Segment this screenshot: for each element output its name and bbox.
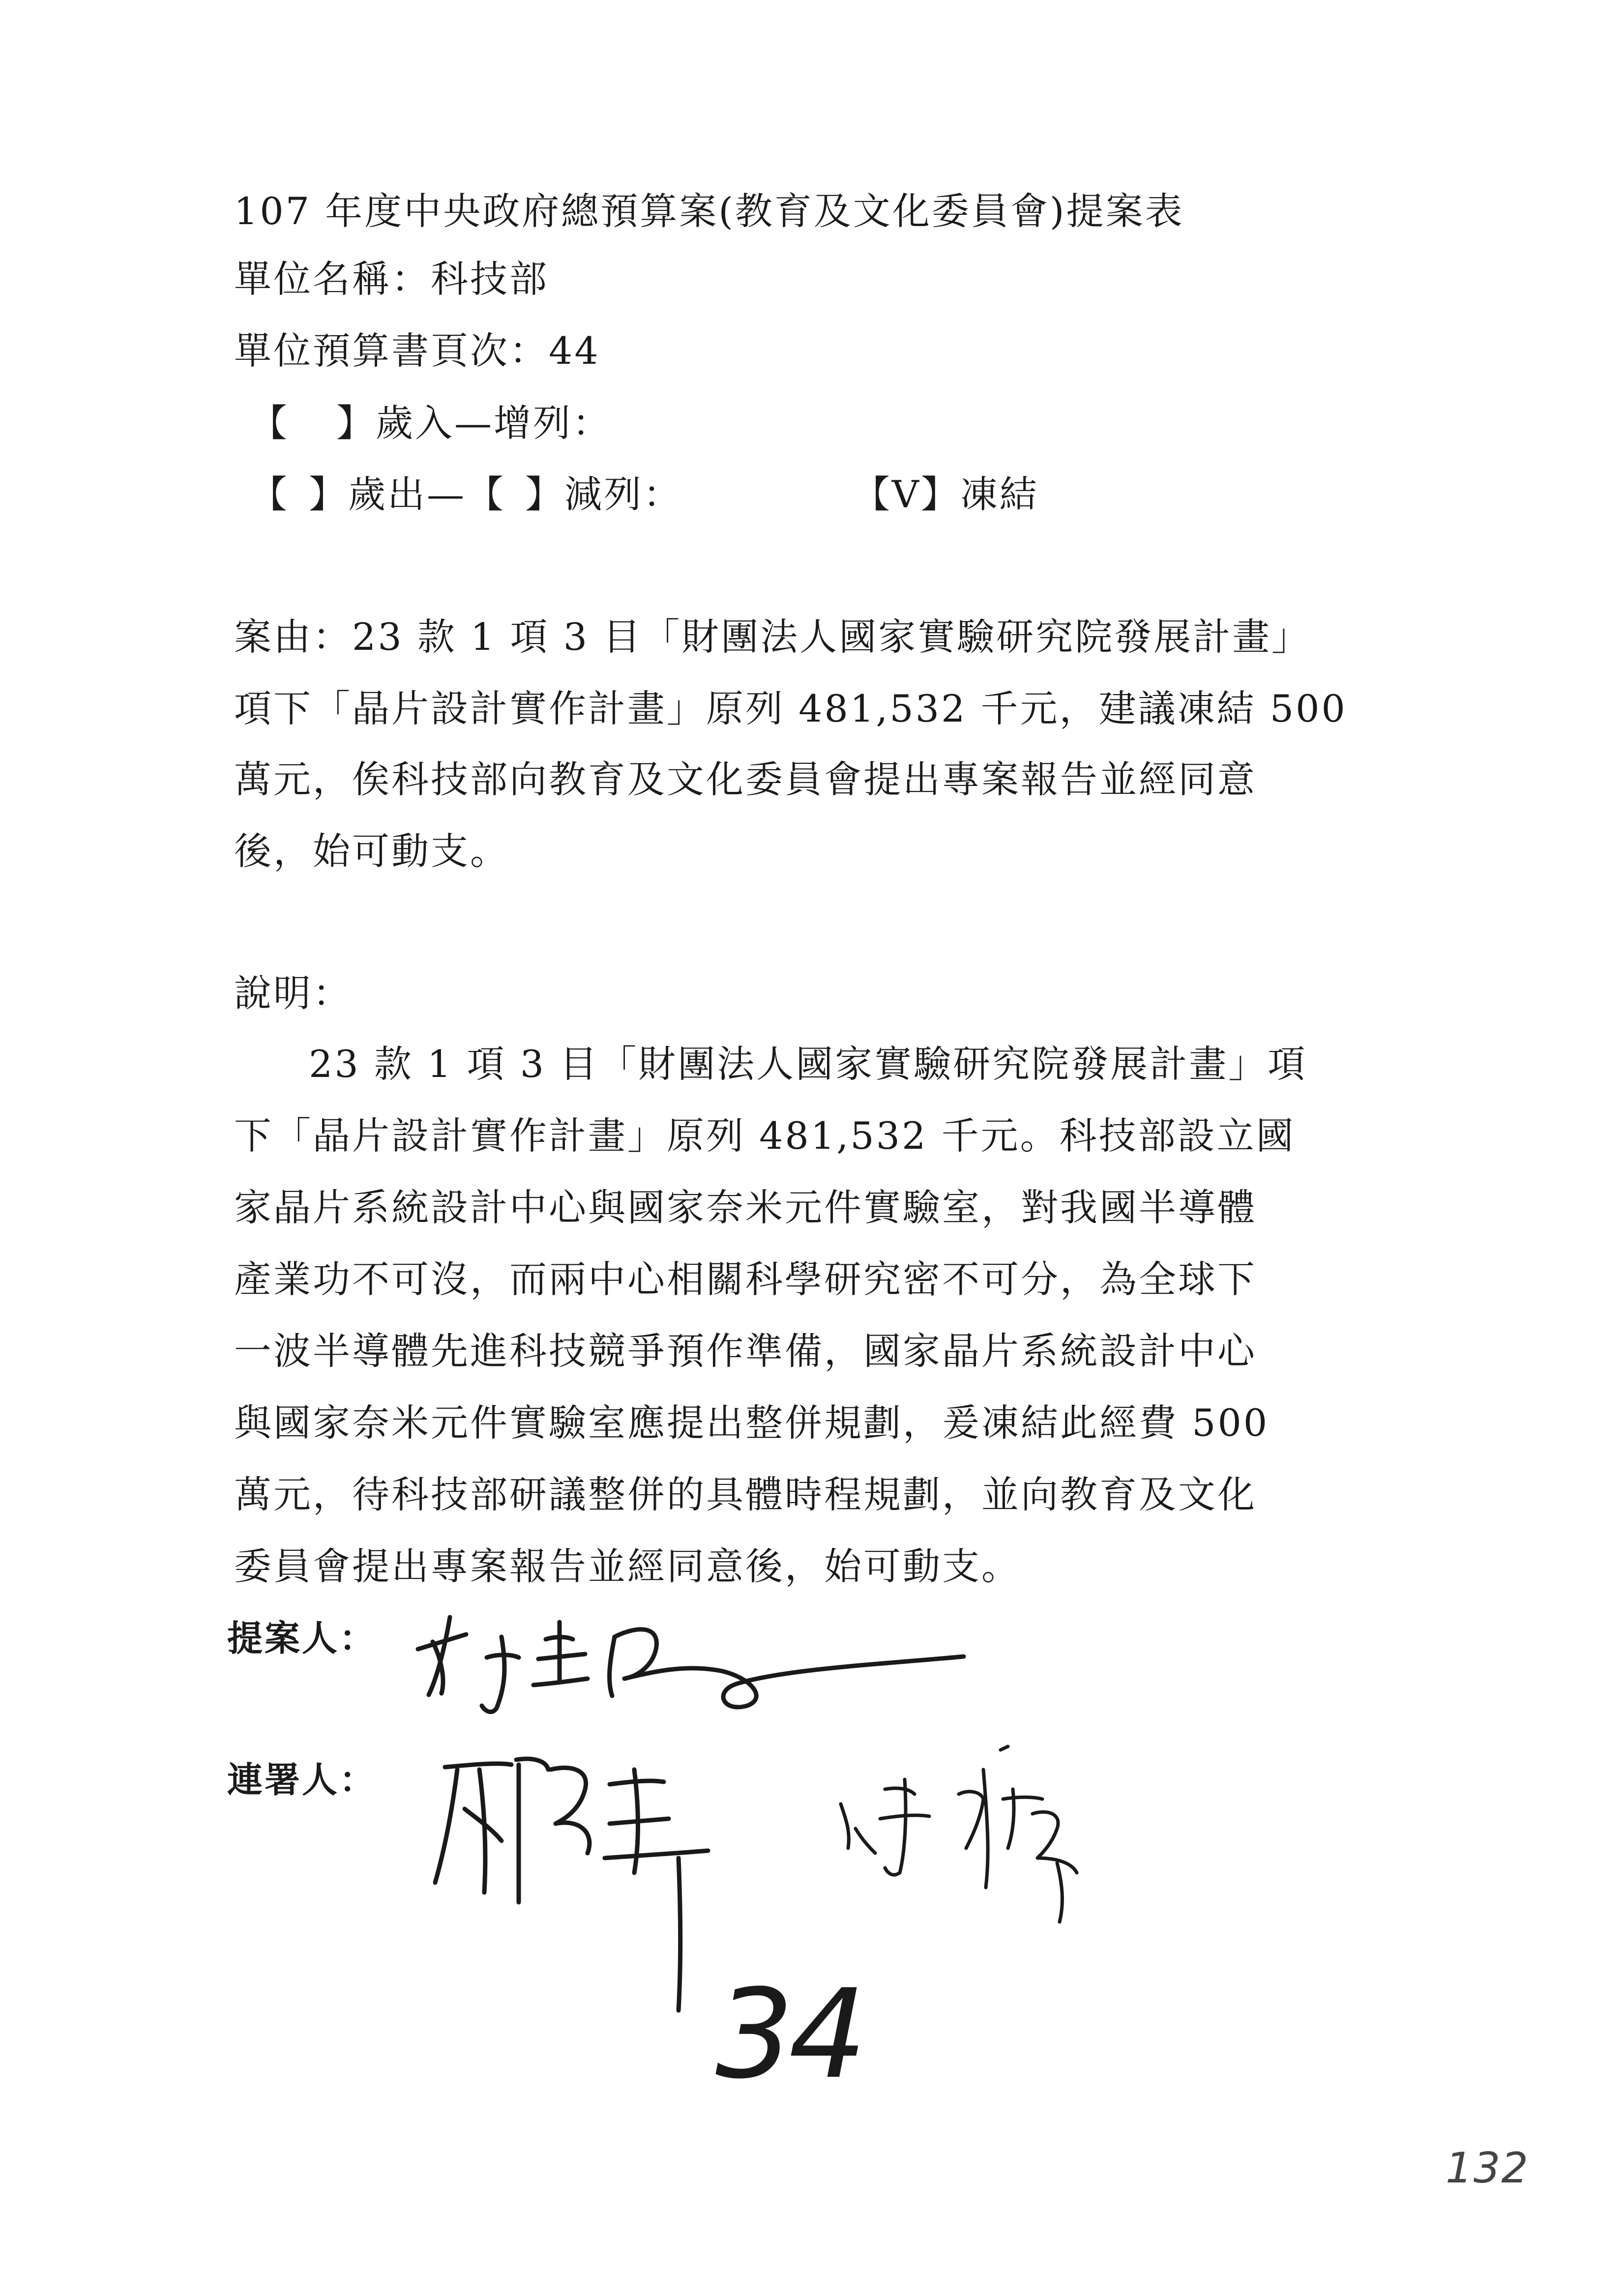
case-line-4: 後，始可動支。 [234,829,509,873]
revenue-checkbox-close: 】 [336,401,376,445]
freeze-checkbox-checked: 【V】 [853,472,960,516]
cosigner-label: 連署人： [227,1759,377,1801]
budget-page-number: 單位預算書頁次：44 [234,329,600,373]
expenditure-label: 歲出— [348,472,466,516]
revenue-checkbox-open: 【 [250,401,289,445]
explanation-line-1: 23 款 1 項 3 目「財團法人國家實驗研究院發展計畫」項 [309,1042,1307,1086]
explanation-line-7: 萬元，待科技部研議整併的具體時程規劃，並向教育及文化 [234,1473,1257,1516]
explanation-line-2: 下「晶片設計實作計畫」原列 481,532 千元。科技部設立國 [234,1114,1296,1158]
unit-name: 單位名稱：科技部 [234,257,549,301]
explanation-line-5: 一波半導體先進科技競爭預作準備，國家晶片系統設計中心 [234,1329,1257,1373]
reduce-label: 減列： [564,472,682,516]
reduce-checkbox-close: 】 [525,472,564,516]
expenditure-checkbox-open: 【 [250,472,289,516]
reduce-checkbox-open: 【 [466,472,505,516]
explanation-heading: 說明： [234,971,352,1015]
case-line-2: 項下「晶片設計實作計畫」原列 481,532 千元，建議凍結 500 [234,687,1347,730]
explanation-line-8: 委員會提出專案報告並經同意後，始可動支。 [234,1544,1021,1588]
case-line-3: 萬元，俟科技部向教育及文化委員會提出專案報告並經同意 [234,757,1257,801]
explanation-line-3: 家晶片系統設計中心與國家奈米元件實驗室，對我國半導體 [234,1186,1257,1229]
explanation-line-4: 產業功不可沒，而兩中心相關科學研究密不可分，為全球下 [234,1257,1257,1301]
proposer-label: 提案人： [227,1618,377,1659]
freeze-label: 凍結 [960,472,1039,516]
revenue-increase-label: 歲入—增列： [376,401,612,445]
handwritten-132-text: 132 [1446,2144,1530,2193]
document-title: 107 年度中央政府總預算案(教育及文化委員會)提案表 [234,189,1184,233]
explanation-line-6: 與國家奈米元件實驗室應提出整併規劃，爰凍結此經費 500 [234,1401,1270,1445]
handwritten-34-text: 34 [715,1963,862,2106]
expenditure-checkbox-close: 】 [309,472,348,516]
case-line-1: 案由：23 款 1 項 3 目「財團法人國家實驗研究院發展計畫」 [234,615,1311,659]
